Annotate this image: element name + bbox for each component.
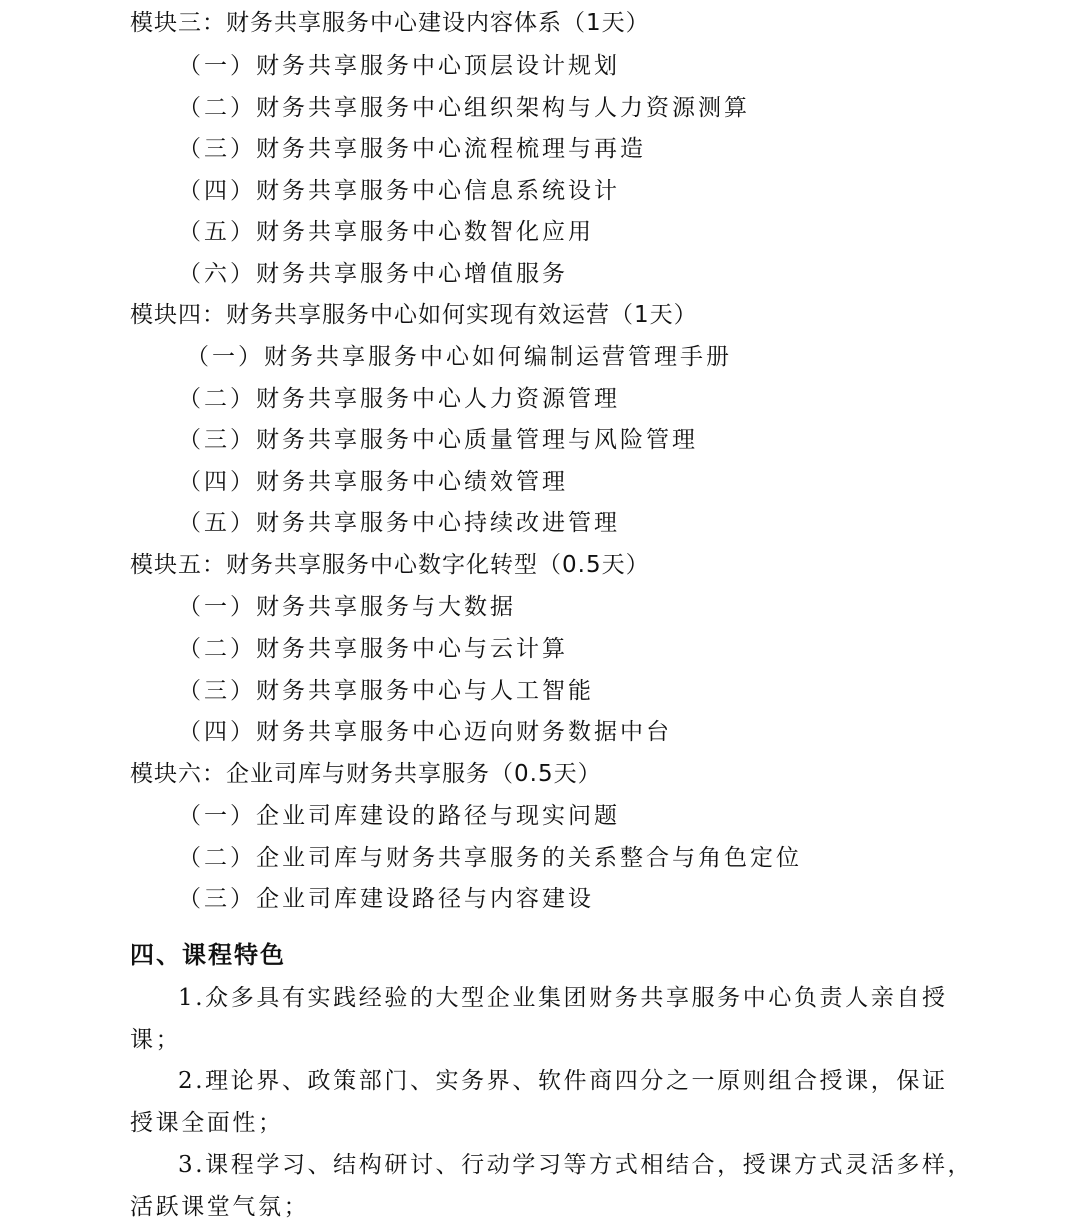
module-4-item-4: （四）财务共享服务中心绩效管理	[178, 469, 568, 495]
module-6-title: 模块六：企业司库与财务共享服务（0.5天）	[130, 761, 602, 787]
module-6-item-1: （一）企业司库建设的路径与现实问题	[178, 803, 620, 829]
module-3-item-3: （三）财务共享服务中心流程梳理与再造	[178, 136, 646, 162]
feature-2-line-1: 2.理论界、政策部门、实务界、软件商四分之一原则组合授课，保证	[178, 1068, 948, 1094]
module-5-item-4: （四）财务共享服务中心迈向财务数据中台	[178, 719, 672, 745]
module-3-item-1: （一）财务共享服务中心顶层设计规划	[178, 53, 620, 79]
module-4-item-5: （五）财务共享服务中心持续改进管理	[178, 510, 620, 536]
module-3-item-4: （四）财务共享服务中心信息系统设计	[178, 178, 620, 204]
feature-1-line-2: 课；	[130, 1027, 182, 1053]
module-4-item-2: （二）财务共享服务中心人力资源管理	[178, 386, 620, 412]
module-4-item-3: （三）财务共享服务中心质量管理与风险管理	[178, 427, 698, 453]
module-3-item-6: （六）财务共享服务中心增值服务	[178, 261, 568, 287]
feature-2-line-2: 授课全面性；	[130, 1110, 284, 1136]
module-3-title: 模块三：财务共享服务中心建设内容体系（1天）	[130, 10, 650, 36]
feature-3-line-1: 3.课程学习、结构研讨、行动学习等方式相结合，授课方式灵活多样，	[178, 1152, 974, 1178]
module-5-item-1: （一）财务共享服务与大数据	[178, 594, 516, 620]
module-3-item-2: （二）财务共享服务中心组织架构与人力资源测算	[178, 95, 750, 121]
features-heading: 四、课程特色	[130, 941, 286, 969]
feature-3-line-2: 活跃课堂气氛；	[130, 1194, 310, 1220]
module-6-item-3: （三）企业司库建设路径与内容建设	[178, 886, 594, 912]
module-5-item-2: （二）财务共享服务中心与云计算	[178, 636, 568, 662]
module-4-item-1: （一）财务共享服务中心如何编制运营管理手册	[186, 344, 732, 370]
feature-1-line-1: 1.众多具有实践经验的大型企业集团财务共享服务中心负责人亲自授	[178, 985, 948, 1011]
module-5-title: 模块五：财务共享服务中心数字化转型（0.5天）	[130, 552, 650, 578]
module-3-item-5: （五）财务共享服务中心数智化应用	[178, 219, 594, 245]
module-5-item-3: （三）财务共享服务中心与人工智能	[178, 678, 594, 704]
module-4-title: 模块四：财务共享服务中心如何实现有效运营（1天）	[130, 302, 698, 328]
module-6-item-2: （二）企业司库与财务共享服务的关系整合与角色定位	[178, 845, 802, 871]
